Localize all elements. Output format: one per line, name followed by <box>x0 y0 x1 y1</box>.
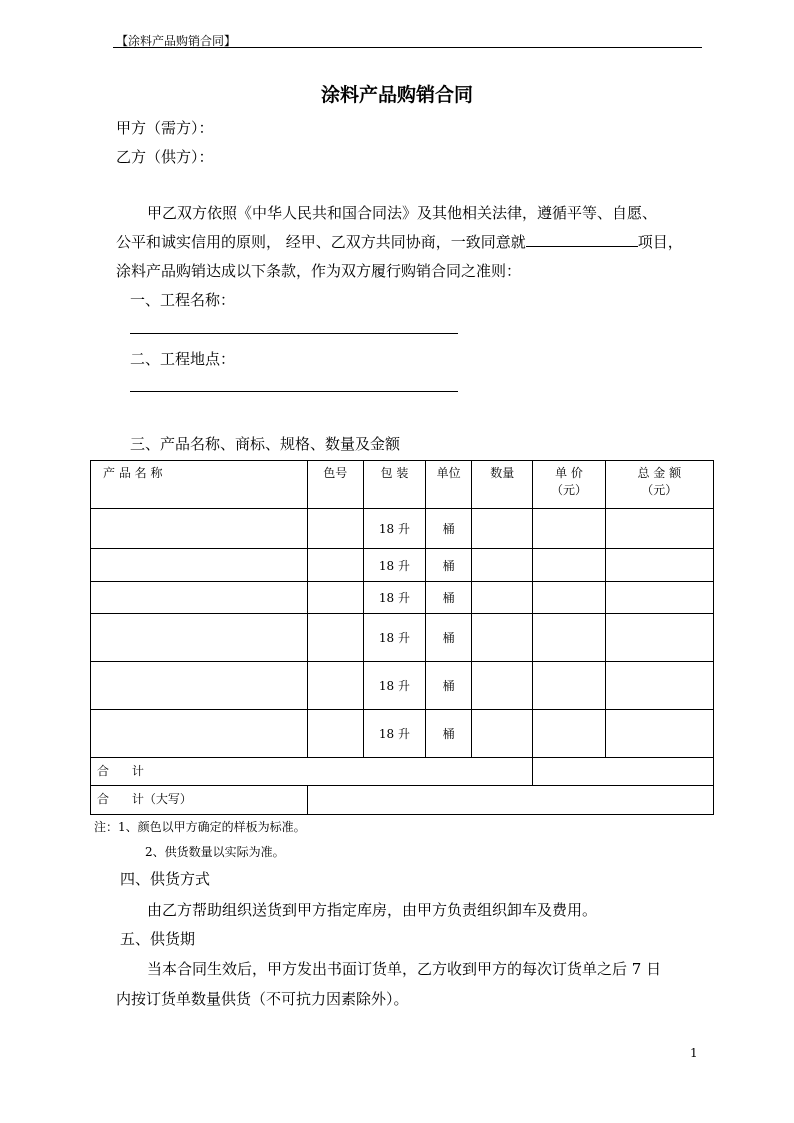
cell-quantity[interactable] <box>472 710 533 758</box>
header-total <box>605 461 713 509</box>
project-blank[interactable] <box>526 232 638 247</box>
note-1: 注：1、颜色以甲方确定的样板为标准。 <box>94 820 306 834</box>
cell-total[interactable] <box>605 509 713 549</box>
table-row <box>91 549 714 582</box>
cell-unit: 桶 <box>426 549 472 582</box>
sum-label: 合 计 <box>91 758 533 786</box>
cell-total[interactable] <box>605 662 713 710</box>
party-b-label: 乙方（供方）： <box>116 148 214 166</box>
header-rule <box>113 47 702 48</box>
intro-line-2 <box>116 231 683 252</box>
intro-line-1: 甲乙双方依照《中华人民共和国合同法》及其他相关法律，遵循平等、自愿、 <box>147 204 658 222</box>
cell-total[interactable] <box>605 549 713 582</box>
cell-product-name[interactable] <box>91 549 308 582</box>
header-unit-price <box>533 461 605 509</box>
cell-product-name[interactable] <box>91 614 308 662</box>
sum-row <box>91 758 714 786</box>
header-unit-price-unit: （元） <box>550 483 587 497</box>
sum-caps-label: 合 计（大写） <box>91 786 308 815</box>
sum-value[interactable] <box>533 758 714 786</box>
cell-product-name[interactable] <box>91 582 308 614</box>
cell-unit-price[interactable] <box>533 662 605 710</box>
project-location-line[interactable] <box>130 391 458 392</box>
header-color: 色号 <box>307 461 363 509</box>
section-supply-method: 四、供货方式 <box>120 870 211 888</box>
intro-line-3: 涂料产品购销达成以下条款，作为双方履行购销合同之准则： <box>116 262 522 280</box>
cell-quantity[interactable] <box>472 549 533 582</box>
section-project-name: 一、工程名称： <box>130 291 236 309</box>
cell-package: 18 升 <box>363 509 425 549</box>
cell-total[interactable] <box>605 582 713 614</box>
cell-quantity[interactable] <box>472 662 533 710</box>
note-2: 2、供货数量以实际为准。 <box>145 845 285 859</box>
cell-color[interactable] <box>307 614 363 662</box>
cell-unit: 桶 <box>426 582 472 614</box>
header-package: 包 装 <box>363 461 425 509</box>
table-header-row <box>91 461 714 509</box>
cell-unit-price[interactable] <box>533 509 605 549</box>
table-row <box>91 662 714 710</box>
cell-unit-price[interactable] <box>533 614 605 662</box>
cell-quantity[interactable] <box>472 582 533 614</box>
header-unit-price-label: 单 价 <box>555 466 583 480</box>
page-number: 1 <box>690 1046 698 1060</box>
cell-unit: 桶 <box>426 614 472 662</box>
party-a-label: 甲方（需方）： <box>116 119 214 137</box>
header-total-unit: （元） <box>641 483 678 497</box>
header-product-name: 产 品 名 称 <box>91 461 308 509</box>
section-supply-period: 五、供货期 <box>120 930 196 948</box>
intro-line-2-text: 公平和诚实信用的原则， 经甲、乙双方共同协商，一致同意就 <box>116 233 526 251</box>
table-row <box>91 710 714 758</box>
sum-caps-value[interactable] <box>307 786 713 815</box>
cell-total[interactable] <box>605 614 713 662</box>
cell-product-name[interactable] <box>91 710 308 758</box>
cell-unit: 桶 <box>426 662 472 710</box>
cell-color[interactable] <box>307 549 363 582</box>
sum-caps-row <box>91 786 714 815</box>
table-row <box>91 582 714 614</box>
supply-period-line-2: 内按订货单数量供货（不可抗力因素除外）。 <box>116 990 409 1008</box>
cell-quantity[interactable] <box>472 509 533 549</box>
section-products: 三、产品名称、商标、规格、数量及金额 <box>130 435 401 453</box>
cell-unit-price[interactable] <box>533 549 605 582</box>
product-table <box>90 460 714 815</box>
running-header: 【涂料产品购销合同】 <box>116 34 237 48</box>
cell-package: 18 升 <box>363 614 425 662</box>
header-quantity: 数量 <box>472 461 533 509</box>
cell-package: 18 升 <box>363 582 425 614</box>
cell-total[interactable] <box>605 710 713 758</box>
cell-product-name[interactable] <box>91 662 308 710</box>
cell-quantity[interactable] <box>472 614 533 662</box>
cell-package: 18 升 <box>363 549 425 582</box>
cell-unit: 桶 <box>426 509 472 549</box>
intro-line-2-end: 项目， <box>637 233 683 251</box>
cell-color[interactable] <box>307 509 363 549</box>
cell-unit-price[interactable] <box>533 582 605 614</box>
cell-product-name[interactable] <box>91 509 308 549</box>
cell-unit-price[interactable] <box>533 710 605 758</box>
supply-method-text: 由乙方帮助组织送货到甲方指定库房，由甲方负责组织卸车及费用。 <box>147 901 598 919</box>
supply-period-line-1: 当本合同生效后，甲方发出书面订货单，乙方收到甲方的每次订货单之后 7 日 <box>147 960 662 978</box>
cell-color[interactable] <box>307 582 363 614</box>
cell-color[interactable] <box>307 662 363 710</box>
cell-package: 18 升 <box>363 662 425 710</box>
table-row <box>91 509 714 549</box>
cell-color[interactable] <box>307 710 363 758</box>
document-title: 涂料产品购销合同 <box>320 84 473 106</box>
cell-unit: 桶 <box>426 710 472 758</box>
section-project-location: 二、工程地点： <box>130 350 236 368</box>
table-row <box>91 614 714 662</box>
header-unit: 单位 <box>426 461 472 509</box>
project-name-line[interactable] <box>130 333 458 334</box>
header-total-label: 总 金 额 <box>637 466 682 480</box>
cell-package: 18 升 <box>363 710 425 758</box>
